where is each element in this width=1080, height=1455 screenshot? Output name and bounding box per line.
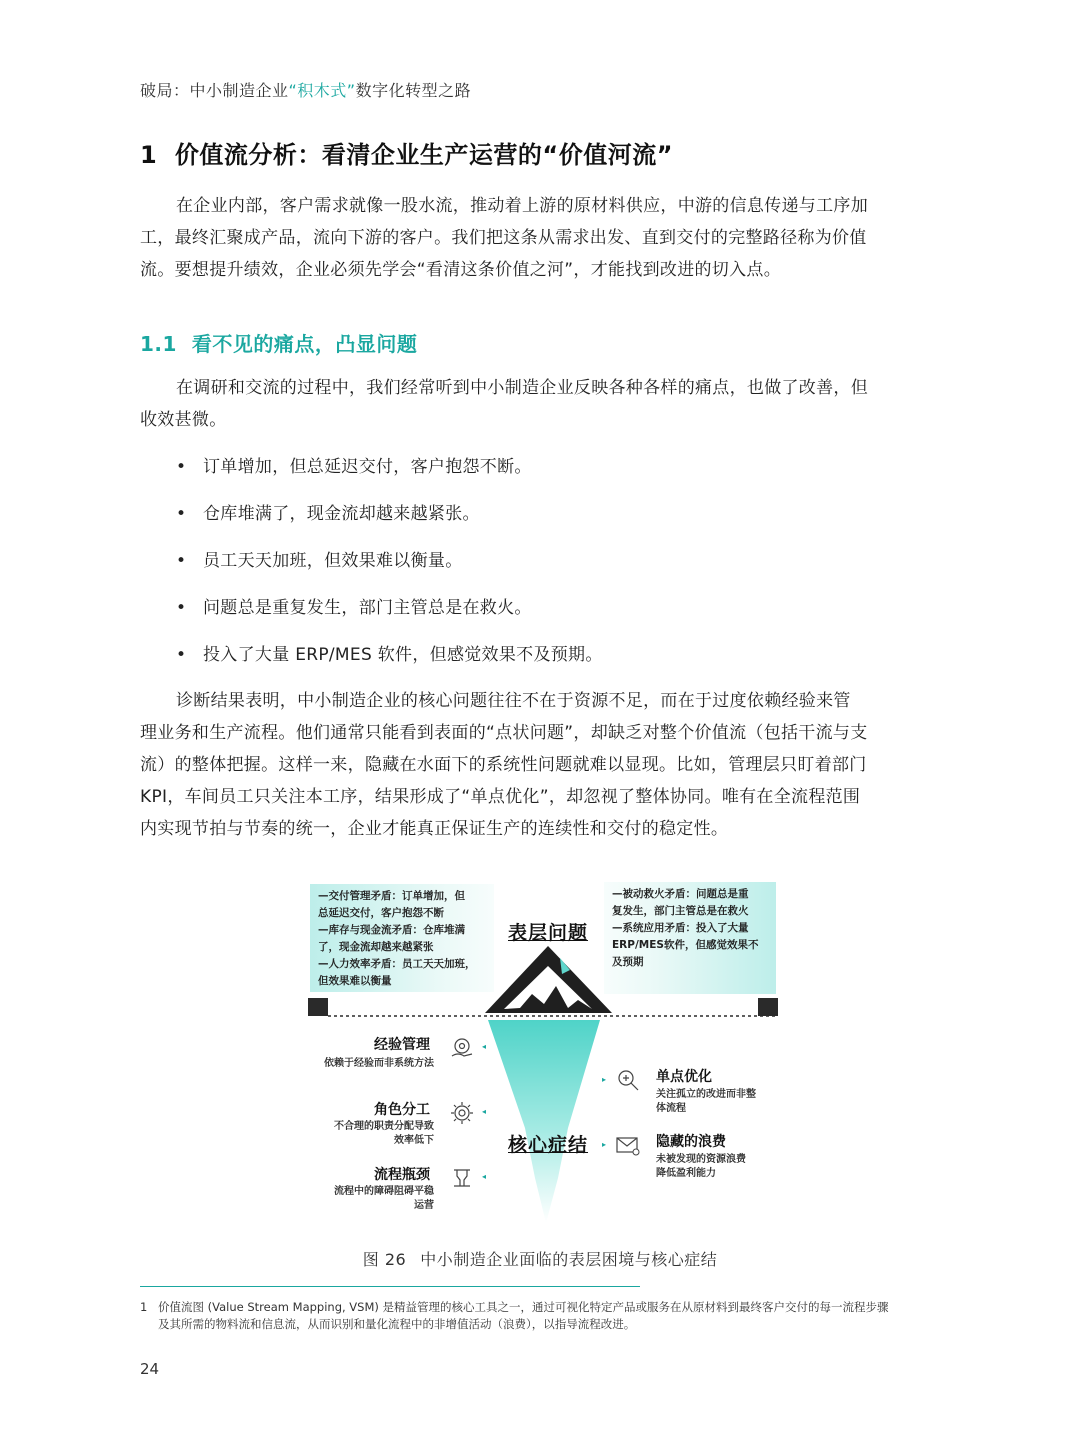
intro-paragraph xyxy=(140,190,940,286)
surface-problems-left-box: —交付管理矛盾：订单增加，但 总延迟交付，客户抱怨不断 —库存与现金流矛盾：仓库堆满 了，现金流却越来越紧张 —人力效率矛盾：员工天天加班， 但效果难以衡量 xyxy=(310,884,494,992)
item-title-hidden-waste: 隐藏的浪费 xyxy=(656,1134,726,1150)
iceberg-figure xyxy=(300,878,790,1223)
waterline-left-cap xyxy=(308,998,328,1016)
pain-points-list xyxy=(176,452,936,687)
para-line: 理业务和生产流程。他们通常只能看到表面的“点状问题”，却缺乏对整个价值流（包括干流与支 xyxy=(140,723,868,743)
list-item: • 仓库堆满了，现金流却越来越紧张。 xyxy=(176,499,936,546)
gear-icon xyxy=(448,1099,476,1127)
section-number: 1 xyxy=(140,141,158,169)
list-item: • 员工天天加班，但效果难以衡量。 xyxy=(176,546,936,593)
intro-line: 工，最终汇聚成产品，流向下游的客户。我们把这条从需求出发、直到交付的完整路径称为价值 xyxy=(140,228,867,248)
surface-label: 表层问题 xyxy=(508,922,589,944)
envelope-icon xyxy=(614,1131,642,1159)
list-item: • 问题总是重复发生，部门主管总是在救火。 xyxy=(176,593,936,640)
subsection-heading xyxy=(140,328,417,357)
item-desc-roles: 不合理的职责分配导致 效率低下 xyxy=(334,1121,434,1146)
header-prefix: 破局：中小制造企业 xyxy=(140,81,289,100)
pain-points-intro xyxy=(140,372,940,436)
para-line: 收效甚微。 xyxy=(140,410,227,430)
list-item: • 订单增加，但总延迟交付，客户抱怨不断。 xyxy=(176,452,936,499)
section-heading xyxy=(140,135,673,170)
bullet-icon: • xyxy=(176,645,187,665)
list-item: • 投入了大量 ERP/MES 软件，但感觉效果不及预期。 xyxy=(176,640,936,687)
item-desc-single-point: 关注孤立的改进而非整 体流程 xyxy=(656,1089,756,1114)
diagnosis-paragraph xyxy=(140,685,940,845)
pointer-icon: ▸ xyxy=(602,1075,607,1084)
running-header xyxy=(140,78,471,101)
para-line: 在调研和交流的过程中，我们经常听到中小制造企业反映各种各样的痛点，也做了改善，但 xyxy=(176,378,868,398)
header-suffix: 数字化转型之路 xyxy=(355,81,472,100)
item-desc-hidden-waste: 未被发现的资源浪费 降低盈利能力 xyxy=(656,1154,746,1179)
footnote xyxy=(140,1299,940,1333)
bullet-icon: • xyxy=(176,457,187,477)
header-highlight: “积木式” xyxy=(288,81,356,100)
footnote-line: 价值流图 (Value Stream Mapping, VSM) 是精益管理的核心工具之一，通过可视化特定产品或服务在从原材料到最终客户交付的每一流程步骤 xyxy=(158,1300,889,1314)
waterline-right-cap xyxy=(758,998,778,1016)
para-line: 内实现节拍与节奏的统一，企业才能真正保证生产的连续性和交付的稳定性。 xyxy=(140,819,729,839)
item-title-single-point: 单点优化 xyxy=(656,1069,712,1085)
footnote-divider xyxy=(140,1286,640,1287)
figure-caption xyxy=(0,1247,1080,1270)
bullet-icon: • xyxy=(176,504,187,524)
core-label: 核心症结 xyxy=(508,1134,589,1156)
subsection-title: 看不见的痛点，凸显问题 xyxy=(191,332,418,356)
hand-gear-icon xyxy=(448,1034,476,1062)
page-number: 24 xyxy=(140,1360,160,1378)
section-title: 价值流分析：看清企业生产运营的“价值河流” xyxy=(174,141,673,169)
para-line: KPI，车间员工只关注本工序，结果形成了“单点优化”，却忽视了整体协同。唯有在全流程范围 xyxy=(140,787,861,807)
bullet-icon: • xyxy=(176,551,187,571)
surface-problems-right-box: —被动救火矛盾：问题总是重 复发生，部门主管总是在救火 —系统应用矛盾：投入了大量 ERP/MES软件，但感觉效果不 及预期 xyxy=(604,882,776,994)
pointer-icon: ◂ xyxy=(482,1172,487,1181)
magnifier-icon xyxy=(614,1066,642,1094)
item-desc-bottleneck: 流程中的障碍阻碍平稳 运营 xyxy=(334,1186,434,1211)
item-title-experience: 经验管理 xyxy=(374,1037,430,1053)
pointer-icon: ◂ xyxy=(482,1107,487,1116)
pointer-icon: ▸ xyxy=(602,1140,607,1149)
para-line: 流）的整体把握。这样一来，隐藏在水面下的系统性问题就难以显现。比如，管理层只盯着部门 xyxy=(140,755,867,775)
intro-line: 流。要想提升绩效，企业必须先学会“看清这条价值之河”，才能找到改进的切入点。 xyxy=(140,260,782,280)
bottleneck-icon xyxy=(448,1164,476,1192)
para-line: 诊断结果表明，中小制造企业的核心问题往往不在于资源不足，而在于过度依赖经验来管 xyxy=(176,691,851,711)
bullet-icon: • xyxy=(176,598,187,618)
footnote-number: 1 xyxy=(140,1300,148,1314)
subsection-number: 1.1 xyxy=(140,332,177,356)
intro-line: 在企业内部，客户需求就像一股水流，推动着上游的原材料供应，中游的信息传递与工序加 xyxy=(176,196,868,216)
iceberg-submerged xyxy=(488,1020,600,1223)
caption-text: 中小制造企业面临的表层困境与核心症结 xyxy=(420,1250,718,1269)
item-title-bottleneck: 流程瓶颈 xyxy=(374,1167,430,1183)
pointer-icon: ◂ xyxy=(482,1042,487,1051)
item-desc-experience: 依赖于经验而非系统方法 xyxy=(324,1058,434,1069)
footnote-line: 及其所需的物料流和信息流，从而识别和量化流程中的非增值活动（浪费），以指导流程改进。 xyxy=(158,1317,636,1331)
item-title-roles: 角色分工 xyxy=(374,1102,430,1118)
caption-number: 图 26 xyxy=(362,1250,407,1269)
